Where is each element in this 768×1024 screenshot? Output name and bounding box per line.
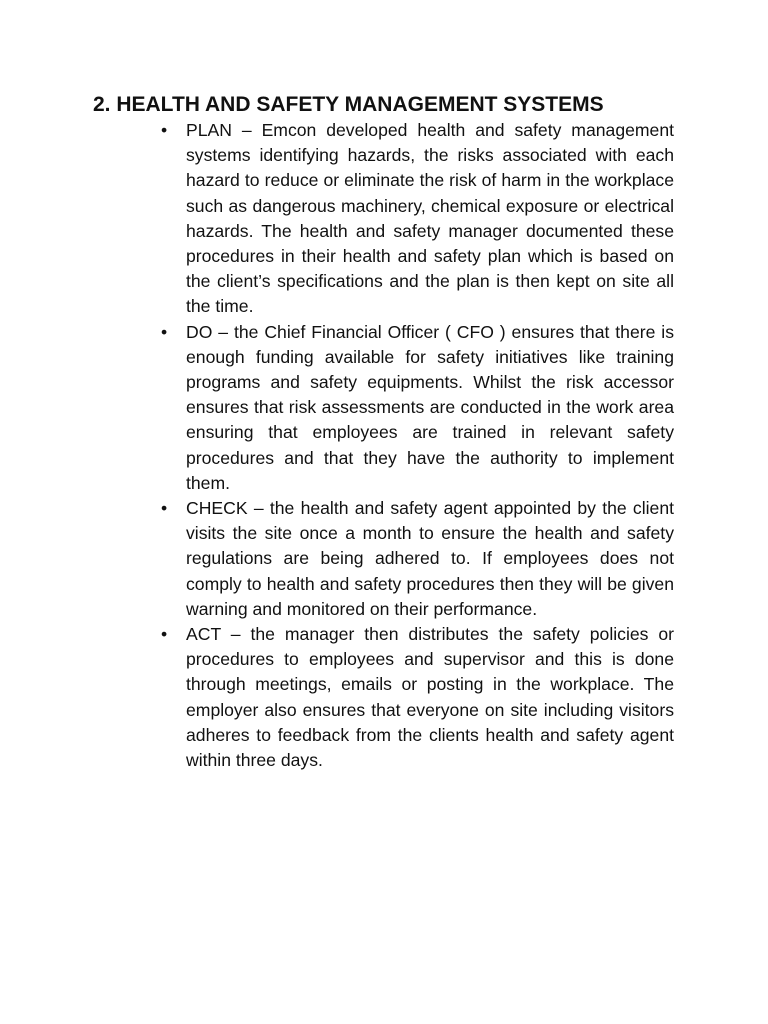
list-item-act [160,622,674,773]
bullet-icon: • [161,498,168,519]
list-item-check [160,496,674,622]
bullet-icon: • [161,624,168,645]
list-item-do [160,320,674,496]
bullet-icon: • [161,120,168,140]
list-item-text: CHECK – the health and safety agent appointed by the client visits the site once a month to ensure the health and safety regulations are being adhered to. If employees does not comply to health and safety procedures then they will be given warning and monitored on their performance. [186,498,674,619]
list-item-text: DO – the Chief Financial Officer ( CFO ) ensures that there is enough funding available for safety initiatives like training programs and safety equipments. Whilst the risk accessor ensures that risk assessments are conducted in the work area ensuring that employees are trained in relevant safety procedures and that they have the authority to implement them. [186,321,674,493]
section-heading: 2. HEALTH AND SAFETY MANAGEMENT SYSTEMS [93,93,604,116]
bullet-icon: • [161,321,168,342]
list-item-text: ACT – the manager then distributes the safety policies or procedures to employees and supervisor and this is done through meetings, emails or posting in the workplace. The employer also ensures that everyone on site including visitors adheres to feedback from the clients health and safety agent within three days. [186,624,674,771]
list-item-text: PLAN – Emcon developed health and safety management systems identifying hazards, the risks associated with each hazard to reduce or eliminate the risk of harm in the workplace such as dangerous machinery, chemical exposure or electrical hazards. The health and safety manager documented these procedures in their health and safety plan which is based on the client’s specifications and the plan is then kept on site all the time. [186,120,674,317]
bullet-list [160,118,674,773]
list-item-plan [160,118,674,320]
